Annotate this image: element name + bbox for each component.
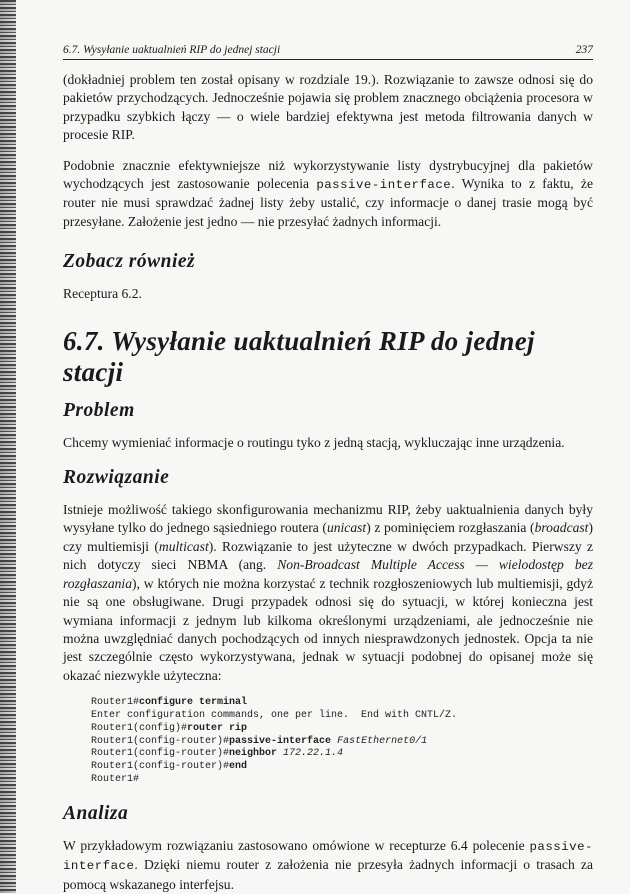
code-prompt: Router1# — [91, 773, 140, 785]
code-line — [91, 736, 593, 749]
see-also-text: Receptura 6.2. — [63, 286, 142, 302]
analysis-paragraph — [63, 837, 593, 894]
book-binding-edge — [0, 0, 16, 893]
code-command: end — [229, 761, 248, 773]
solution-italic-unicast: unicast — [326, 520, 367, 536]
analysis-command: passive-interface — [63, 839, 593, 874]
see-also-heading: Zobacz również — [63, 251, 196, 273]
solution-text-5: ), w których nie można korzystać z technik rozgłoszeniowych lub multiemisji, gdyż nie są one obsługiwane. Drugi przypadek odnosi się do sytuacji, w której konieczna jest wymiana informacji z jednym lub kilkoma określonymi urządzeniami, ale jednocześnie nie można uwzględniać danych pochodzących od innych niesprawdzonych jednostek. Opcja ta nie jest szczególnie często wykorzystywana, jednak w sytuacji podobnej do opisanej może się okazać niezwykle użyteczna: — [63, 575, 593, 683]
problem-text: Chcemy wymieniać informacje o routingu tyko z jedną stacją, wykluczając inne urządzenia. — [63, 434, 565, 450]
analysis-text-2: . Dzięki niemu router z założenia nie przesyła żadnych informacji o trasach za pomocą wskazanego interfejsu. — [63, 857, 593, 892]
solution-italic-multicast: multicast — [158, 538, 209, 554]
solution-text-1: Istnieje możliwość takiego skonfigurowania mechanizmu RIP, żeby uaktualnienia danych były wysyłane tylko do jednego sąsiedniego routera ( — [63, 502, 593, 536]
code-command: configure terminal — [139, 697, 248, 709]
intro-paragraph-2 — [63, 157, 593, 232]
code-prompt: Router1(config)# — [91, 722, 188, 734]
solution-text-3: ) czy multiemisji ( — [63, 520, 593, 554]
code-command: router rip — [187, 722, 248, 734]
intro-p2-text-1: Podobnie znacznie efektywniejsze niż wykorzystywanie listy dystrybucyjnej dla pakietów wychodzących jest zastosowanie polecenia — [63, 157, 593, 192]
book-page — [63, 44, 593, 894]
code-prompt: Router1# — [91, 697, 140, 709]
intro-paragraph-1: (dokładniej problem ten został opisany w rozdziale 19.). Rozwiązanie to zawsze odnosi się do pakietów przychodzących. Jednocześnie pojawia się problem znacznego obciążenia procesora w przypadku szybkich łączy — o wiele bardziej efektywna jest metoda filtrowania danych w procesie RIP. — [63, 72, 593, 143]
solution-text-2: ) z pominięciem rozgłaszania ( — [366, 520, 535, 536]
code-command: passive-interface — [229, 735, 338, 747]
page-number: 237 — [575, 44, 593, 56]
code-listing — [63, 697, 593, 787]
solution-paragraph — [63, 501, 593, 685]
code-line — [91, 748, 593, 761]
solution-text-4: ). Rozwiązanie to jest użyteczne w dwóch przypadkach. Pierwszy z nich dotyczy sieci NBMA (ang. — [63, 538, 594, 573]
running-header-title: 6.7. Wysyłanie uaktualnień RIP do jednej stacji — [63, 44, 281, 56]
code-line — [91, 723, 593, 736]
analysis-heading: Analiza — [63, 802, 129, 824]
running-header — [63, 44, 593, 60]
code-line — [91, 774, 593, 787]
code-prompt: Router1(config-router)# — [91, 735, 230, 747]
code-line — [91, 697, 593, 710]
section-title: 6.7. Wysyłanie uaktualnień RIP do jednej stacji — [63, 325, 535, 387]
solution-italic-broadcast: broadcast — [534, 520, 589, 536]
code-line — [91, 761, 593, 774]
code-prompt: Router1(config-router)# — [91, 748, 230, 760]
intro-p2-command: passive-interface — [316, 178, 452, 193]
code-argument: 172.22.1.4 — [283, 748, 344, 760]
analysis-text-1: W przykładowym rozwiązaniu zastosowano omówione w recepturze 6.4 polecenie — [63, 837, 530, 853]
intro-p2-text-2: . Wynika to z faktu, że router nie musi sprawdzać żadnej listy żeby ustalić, czy informacje o danej trasie mogą być przesyłane. Założenie jest jedno — nie przesyłać żadnych informacji. — [63, 176, 593, 229]
code-line: Enter configuration commands, one per line. End with CNTL/Z. — [91, 709, 458, 721]
code-command: neighbor — [229, 748, 284, 760]
solution-italic-nbma: Non-Broadcast Multiple Access — wielodostęp bez rozgłaszania — [63, 557, 593, 591]
solution-heading: Rozwiązanie — [63, 467, 170, 489]
code-argument: FastEthernet0/1 — [337, 735, 428, 747]
problem-heading: Problem — [63, 399, 135, 421]
code-prompt: Router1(config-router)# — [91, 761, 230, 773]
